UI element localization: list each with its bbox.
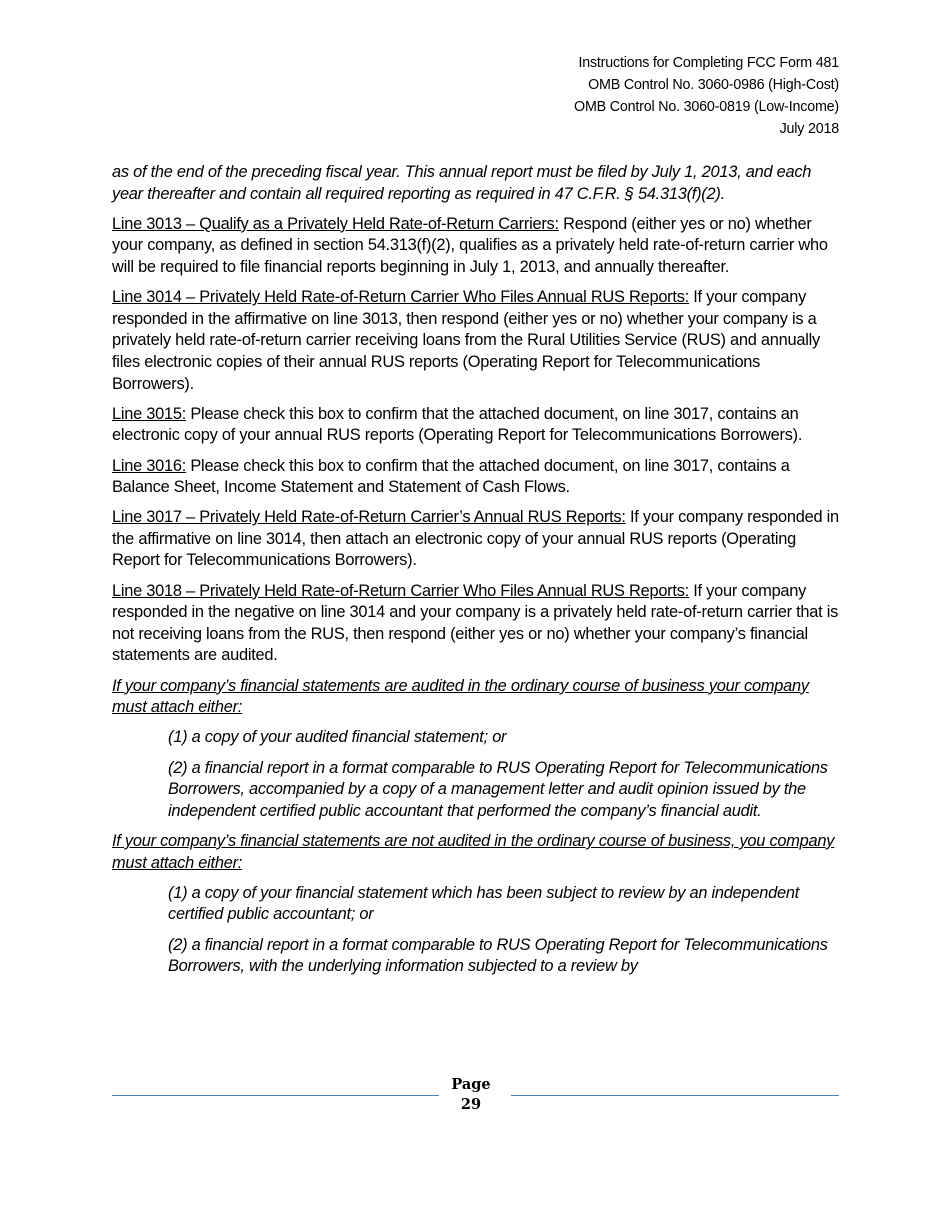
not-audited-item-1: (1) a copy of your financial statement which has been subject to review by an independent certified public accountant; or [168,883,800,924]
line-3018-heading: Line 3018 – Privately Held Rate-of-Return Carrier Who Files Annual RUS Reports: [112,581,689,600]
page-label: Page [451,1076,491,1093]
line-3013-text: Respond (either yes or no) whether your company, as defined in section 54.313(f)(2), qualifies as a privately held rate-of-return carrier who will be required to file financial reports beginning in July 1, 2013, and annually thereafter. [112,214,828,276]
continued-paragraph: as of the end of the preceding fiscal year. This annual report must be filed by July 1, 2013, and each year thereafter and contain all required reporting as required in 47 C.F.R. § 54.313(f)(2). [112,163,812,203]
page-number-block [447,1075,495,1115]
header-form-title: Instructions for Completing FCC Form 481 [578,55,839,71]
line-3014-heading: Line 3014 – Privately Held Rate-of-Return Carrier Who Files Annual RUS Reports: [112,288,689,307]
line-3017-text: If your company responded in the affirmative on line 3014, then attach an electronic copy of your annual RUS reports (Operating Report for Telecommunications Borrowers). [112,508,839,570]
not-audited-item-2: (2) a financial report in a format comparable to RUS Operating Report for Telecommunications Borrowers, with the underlying information subjected to a review by [168,935,828,976]
line-3015-text: Please check this box to confirm that the attached document, on line 3017, contains an electronic copy of your annual RUS reports (Operating Report for Telecommunications Borrowers). [112,404,803,445]
line-3016-heading: Line 3016: [112,456,187,475]
document-header [574,52,839,140]
audited-item-2: (2) a financial report in a format comparable to RUS Operating Report for Telecommunications Borrowers, accompanied by a copy of a management letter and audit opinion issued by the independent certified public accountant that performed the company’s financial audit. [168,758,828,820]
line-3015-heading: Line 3015: [112,404,187,423]
footer-rule-right [511,1095,839,1096]
audited-heading: If your company’s financial statements are audited in the ordinary course of business your company must attach either: [112,676,809,717]
line-3014-paragraph [112,287,842,395]
header-omb-high-cost: OMB Control No. 3060-0986 (High-Cost) [588,77,839,93]
line-3018-paragraph [112,581,842,667]
line-3017-paragraph [112,507,842,572]
audited-item-1: (1) a copy of your audited financial statement; or [168,728,507,747]
page-footer [112,1075,839,1115]
page-number: 29 [460,1096,482,1113]
footer-rule-left [112,1095,439,1096]
line-3015-paragraph [112,404,842,447]
line-3013-heading: Line 3013 – Qualify as a Privately Held Rate-of-Return Carriers: [112,214,559,233]
document-body [112,162,842,986]
header-date: July 2018 [779,121,839,137]
line-3014-text: If your company responded in the affirmative on line 3013, then respond (either yes or no) whether your company is a privately held rate-of-return carrier receiving loans from the Rural Utilities Service (RUS) and annually files electronic copies of their annual RUS reports (Operating Report for Telecommunications Borrowers). [112,288,820,393]
line-3018-text: If your company responded in the negative on line 3014 and your company is a privately held rate-of-return carrier that is not receiving loans from the RUS, then respond (either yes or no) whether your company’s financial statements are audited. [112,581,839,665]
line-3013-paragraph [112,214,842,279]
not-audited-heading: If your company’s financial statements are not audited in the ordinary course of business, you company must attach either: [112,831,835,872]
line-3016-paragraph [112,456,842,499]
header-omb-low-income: OMB Control No. 3060-0819 (Low-Income) [574,99,839,115]
line-3016-text: Please check this box to confirm that the attached document, on line 3017, contains a Balance Sheet, Income Statement and Statement of Cash Flows. [112,456,790,497]
line-3017-heading: Line 3017 – Privately Held Rate-of-Return Carrier’s Annual RUS Reports: [112,508,626,527]
